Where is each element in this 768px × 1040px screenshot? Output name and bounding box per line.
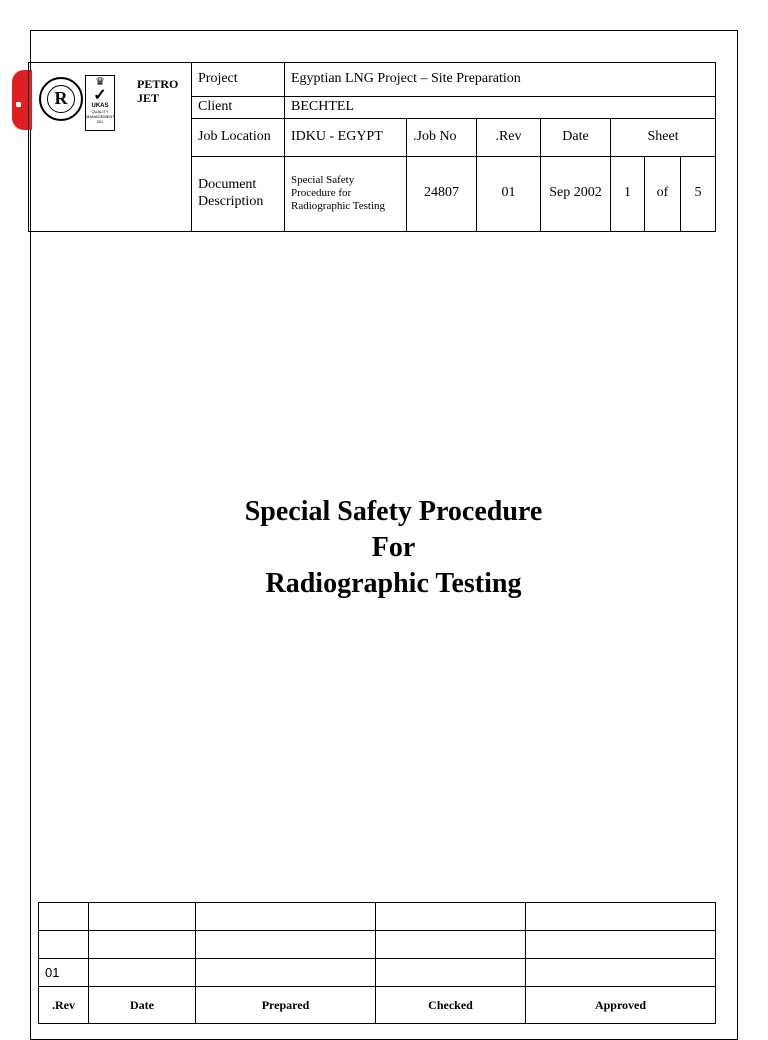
approved-column-header: Approved [526,987,716,1024]
logo-cell [29,63,192,232]
certification-seal-icon: R [39,77,83,121]
sheet-of: of [645,156,681,231]
document-title: Special Safety Procedure For Radiographic Testing [244,496,543,599]
table-row [39,903,716,931]
ukas-logo-icon: ♛ ✓ UKAS QUALITY MANAGEMENT 001 [85,75,115,131]
date-value: Sep 2002 [541,156,611,231]
checked-column-header: Checked [376,987,526,1024]
client-value: BECHTEL [285,97,716,119]
document-description-label: Document Description [192,156,285,231]
sheet-total: 5 [681,156,716,231]
sheet-label: Sheet [611,119,716,156]
table-row: 01 [39,959,716,987]
prepared-column-header: Prepared [196,987,376,1024]
company-name: PETRO JET [137,77,179,105]
date-column-header: Date [89,987,196,1024]
job-no-value: 24807 [407,156,477,231]
date-label: Date [541,119,611,156]
rev-label: .Rev [477,119,541,156]
job-no-label: .Job No [407,119,477,156]
rev-value: 01 [477,156,541,231]
job-location-label: Job Location [192,119,285,156]
table-row [39,931,716,959]
client-label: Client [192,97,285,119]
document-description-value: Special Safety Procedure for Radiographic Testing [285,156,407,231]
rev-column-header: .Rev [39,987,89,1024]
document-header-table [28,62,716,232]
project-label: Project [192,63,285,97]
job-location-value: IDKU - EGYPT [285,119,407,156]
project-value: Egyptian LNG Project – Site Preparation [285,63,716,97]
revision-table-header-row [39,987,716,1024]
sheet-number: 1 [611,156,645,231]
revision-table [38,902,716,1024]
